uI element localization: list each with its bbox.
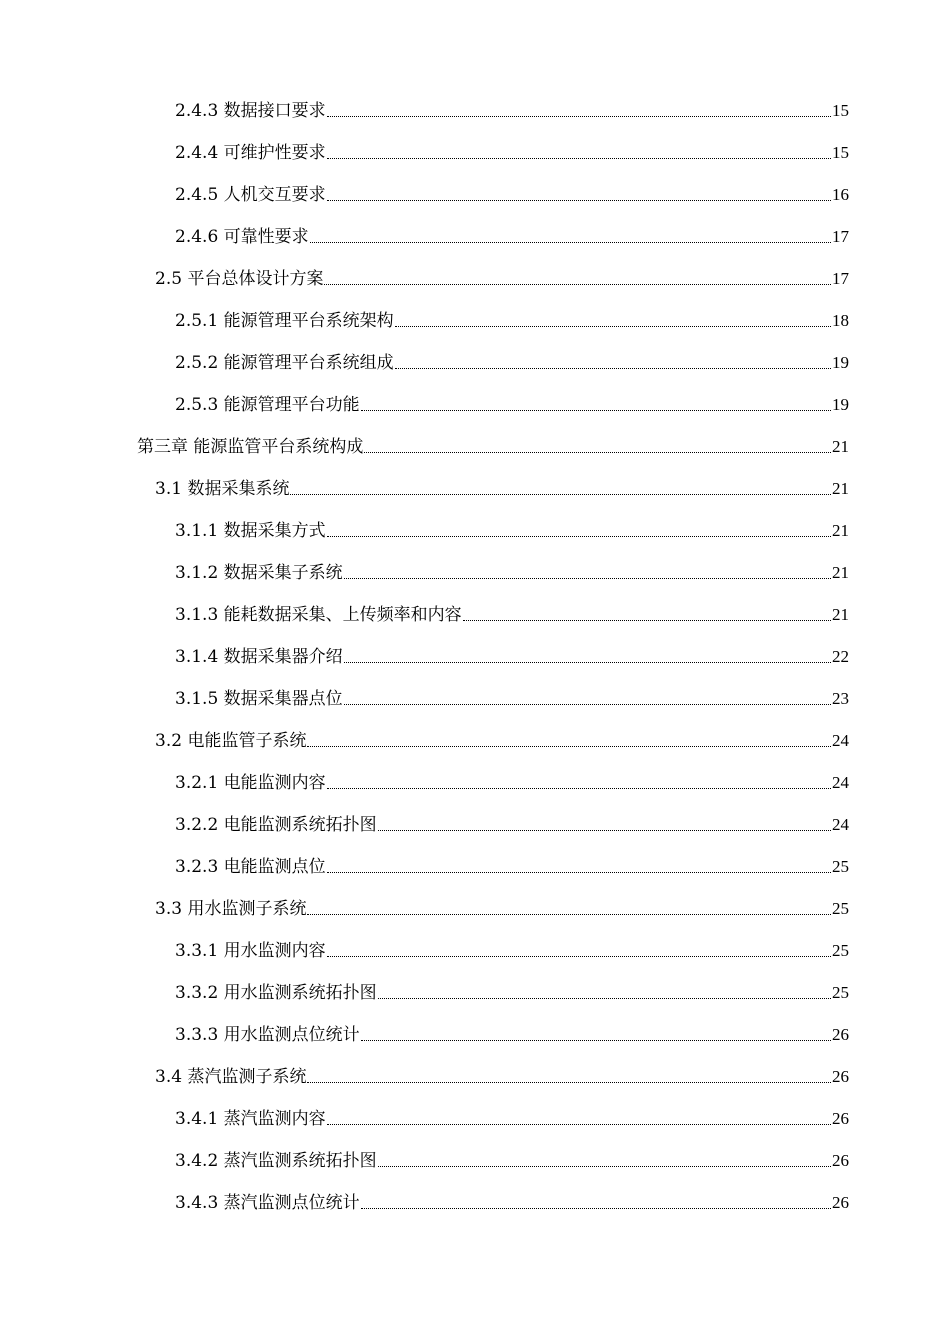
toc-entry-title: 3.3.2 用水监测系统拓扑图	[175, 983, 377, 1003]
dot-leader	[344, 704, 831, 705]
dot-leader	[395, 326, 831, 327]
toc-entry-page-number: 17	[832, 269, 849, 288]
toc-entry-page-number: 21	[832, 437, 849, 456]
toc-entry[interactable]	[175, 804, 849, 846]
toc-entry-page-number: 15	[832, 143, 849, 162]
dot-leader	[327, 116, 831, 117]
dot-leader	[310, 242, 831, 243]
toc-entry-page-number: 26	[832, 1067, 849, 1086]
dot-leader	[307, 914, 831, 915]
toc-entry[interactable]	[175, 636, 849, 678]
toc-entry[interactable]	[175, 510, 849, 552]
dot-leader	[344, 662, 831, 663]
dot-leader	[344, 578, 831, 579]
toc-entry-page-number: 16	[832, 185, 849, 204]
toc-entry-title: 第三章 能源监管平台系统构成	[137, 437, 364, 457]
toc-entry-page-number: 25	[832, 857, 849, 876]
toc-entry-page-number: 26	[832, 1193, 849, 1212]
toc-entry-page-number: 17	[832, 227, 849, 246]
toc-entry[interactable]	[175, 594, 849, 636]
toc-entry[interactable]	[175, 174, 849, 216]
toc-entry-page-number: 21	[832, 605, 849, 624]
dot-leader	[361, 410, 831, 411]
toc-entry-title: 3.3 用水监测子系统	[155, 899, 307, 919]
toc-entry-title: 3.4.2 蒸汽监测系统拓扑图	[175, 1151, 377, 1171]
dot-leader	[327, 200, 831, 201]
toc-entry[interactable]	[175, 930, 849, 972]
dot-leader	[361, 1040, 831, 1041]
toc-entry-title: 3.1 数据采集系统	[155, 479, 290, 499]
dot-leader	[307, 1082, 831, 1083]
toc-entry-page-number: 18	[832, 311, 849, 330]
toc-entry[interactable]	[175, 972, 849, 1014]
toc-entry-title: 3.2 电能监管子系统	[155, 731, 307, 751]
toc-entry[interactable]	[175, 300, 849, 342]
toc-entry[interactable]	[175, 846, 849, 888]
toc-entry-page-number: 24	[832, 773, 849, 792]
toc-entry-page-number: 21	[832, 521, 849, 540]
dot-leader	[378, 998, 831, 999]
dot-leader	[290, 494, 831, 495]
toc-entry[interactable]	[175, 1140, 849, 1182]
toc-entry[interactable]	[175, 384, 849, 426]
toc-entry-title: 3.4 蒸汽监测子系统	[155, 1067, 307, 1087]
toc-entry-title: 3.2.1 电能监测内容	[175, 773, 326, 793]
dot-leader	[307, 746, 831, 747]
dot-leader	[378, 1166, 831, 1167]
toc-entry-page-number: 22	[832, 647, 849, 666]
dot-leader	[324, 284, 831, 285]
dot-leader	[327, 158, 831, 159]
toc-entry-title: 3.1.4 数据采集器介绍	[175, 647, 343, 667]
toc-entry-title: 3.3.3 用水监测点位统计	[175, 1025, 360, 1045]
toc-entry-page-number: 26	[832, 1109, 849, 1128]
toc-entry[interactable]	[155, 1056, 849, 1098]
toc-entry-title: 3.1.2 数据采集子系统	[175, 563, 343, 583]
toc-entry[interactable]	[175, 1098, 849, 1140]
dot-leader	[327, 788, 831, 789]
toc-entry-title: 3.2.3 电能监测点位	[175, 857, 326, 877]
dot-leader	[361, 1208, 831, 1209]
dot-leader	[364, 452, 831, 453]
toc-entry-page-number: 25	[832, 941, 849, 960]
toc-entry[interactable]	[155, 258, 849, 300]
toc-entry-page-number: 15	[832, 101, 849, 120]
toc-entry[interactable]	[137, 426, 849, 468]
toc-entry-title: 2.5.1 能源管理平台系统架构	[175, 311, 394, 331]
toc-entry-page-number: 24	[832, 815, 849, 834]
toc-entry-title: 2.4.6 可靠性要求	[175, 227, 309, 247]
toc-entry-page-number: 24	[832, 731, 849, 750]
dot-leader	[327, 872, 831, 873]
toc-entry[interactable]	[155, 468, 849, 510]
toc-entry[interactable]	[175, 552, 849, 594]
toc-entry-title: 2.4.5 人机交互要求	[175, 185, 326, 205]
toc-entry[interactable]	[175, 678, 849, 720]
toc-entry-page-number: 21	[832, 479, 849, 498]
toc-entry-title: 3.4.1 蒸汽监测内容	[175, 1109, 326, 1129]
dot-leader	[327, 956, 831, 957]
toc-entry-title: 3.1.5 数据采集器点位	[175, 689, 343, 709]
toc-entry-page-number: 25	[832, 899, 849, 918]
toc-entry-page-number: 26	[832, 1151, 849, 1170]
toc-entry[interactable]	[175, 1182, 849, 1224]
toc-entry[interactable]	[155, 888, 849, 930]
toc-entry-title: 2.4.3 数据接口要求	[175, 101, 326, 121]
toc-entry-page-number: 19	[832, 395, 849, 414]
toc-entry-title: 2.4.4 可维护性要求	[175, 143, 326, 163]
toc-entry-title: 3.1.1 数据采集方式	[175, 521, 326, 541]
toc-entry-title: 3.3.1 用水监测内容	[175, 941, 326, 961]
toc-entry[interactable]	[175, 1014, 849, 1056]
dot-leader	[395, 368, 831, 369]
toc-entry-title: 2.5.2 能源管理平台系统组成	[175, 353, 394, 373]
toc-entry[interactable]	[175, 762, 849, 804]
toc-entry[interactable]	[175, 216, 849, 258]
toc-entry-page-number: 23	[832, 689, 849, 708]
toc-entry-page-number: 26	[832, 1025, 849, 1044]
dot-leader	[378, 830, 831, 831]
toc-entry-title: 3.1.3 能耗数据采集、上传频率和内容	[175, 605, 462, 625]
toc-entry[interactable]	[175, 132, 849, 174]
toc-entry-page-number: 21	[832, 563, 849, 582]
dot-leader	[327, 536, 831, 537]
toc-entry[interactable]	[175, 342, 849, 384]
dot-leader	[463, 620, 831, 621]
toc-entry-page-number: 19	[832, 353, 849, 372]
toc-entry-title: 3.2.2 电能监测系统拓扑图	[175, 815, 377, 835]
toc-entry-title: 2.5 平台总体设计方案	[155, 269, 324, 289]
toc-entry[interactable]	[155, 720, 849, 762]
toc-entry-page-number: 25	[832, 983, 849, 1002]
toc-entry-title: 2.5.3 能源管理平台功能	[175, 395, 360, 415]
toc-entry-title: 3.4.3 蒸汽监测点位统计	[175, 1193, 360, 1213]
toc-entry[interactable]	[175, 90, 849, 132]
dot-leader	[327, 1124, 831, 1125]
